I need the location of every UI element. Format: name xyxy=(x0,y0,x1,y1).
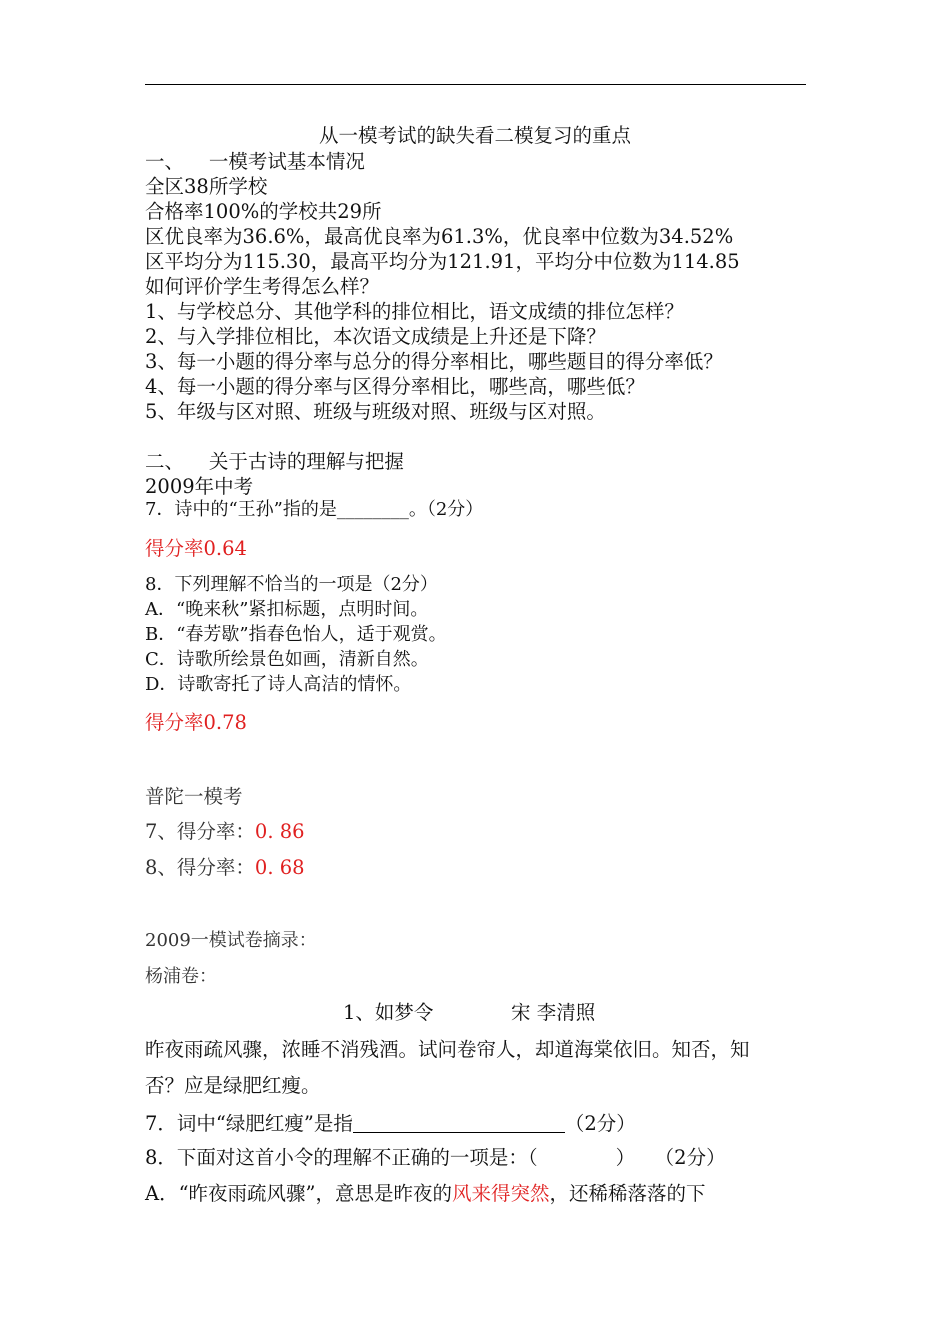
q7-prompt: 7．词中“绿肥红瘦”是指 xyxy=(145,1112,353,1135)
option-b: B．“春芳歇”指春色怡人，适于观赏。 xyxy=(145,624,447,645)
option-d: D．诗歌寄托了诗人高洁的情怀。 xyxy=(145,674,412,695)
excerpt-option-a xyxy=(145,1184,706,1204)
section-1-number: 一、 xyxy=(145,150,185,173)
option-a-highlight: 风来得突然 xyxy=(452,1182,550,1205)
answer-blank xyxy=(353,1112,565,1133)
question-7: 7．诗中的“王孙”指的是________。（2分） xyxy=(145,499,484,520)
evaluation-item: 3、每一小题的得分率与总分的得分率相比，哪些题目的得分率低？ xyxy=(145,350,723,373)
poem-line-1: 昨夜雨疏风骤，浓睡不消残酒。试问卷帘人，却道海棠依旧。知否，知 xyxy=(145,1038,750,1061)
section-2-heading xyxy=(145,452,404,472)
option-a: A．“晚来秋”紧扣标题，点明时间。 xyxy=(145,599,429,620)
summary-line: 区平均分为115.30，最高平均分为121.91，平均分中位数为114.85 xyxy=(145,250,740,273)
summary-line: 区优良率为36.6%，最高优良率为61.3%，优良率中位数为34.52% xyxy=(145,225,734,248)
rate-value: 0. 86 xyxy=(254,820,305,843)
evaluation-item: 5、年级与区对照、班级与班级对照、班级与区对照。 xyxy=(145,400,606,423)
poem-line-2: 否？应是绿肥红瘦。 xyxy=(145,1074,321,1097)
excerpt-question-8: 8．下面对这首小令的理解不正确的一项是：（ ） （2分） xyxy=(145,1146,726,1169)
section-2-title: 关于古诗的理解与把握 xyxy=(208,450,404,473)
section-1-heading xyxy=(145,152,365,172)
section-2-number: 二、 xyxy=(145,450,185,473)
option-c: C．诗歌所绘景色如画，清新自然。 xyxy=(145,649,429,670)
putuo-heading: 普陀一模考 xyxy=(145,785,243,808)
rate-label: 7、得分率： xyxy=(145,820,255,843)
score-rate-q8: 得分率0.78 xyxy=(145,711,247,734)
evaluation-item: 1、与学校总分、其他学科的排位相比，语文成绩的排位怎样？ xyxy=(145,300,684,323)
rate-label: 8、得分率： xyxy=(145,856,255,879)
summary-line: 如何评价学生考得怎么样？ xyxy=(145,275,380,298)
option-a-rest: ，还稀稀落落的下 xyxy=(549,1182,706,1205)
score-rate-q7: 得分率0.64 xyxy=(145,537,247,560)
question-8: 8．下列理解不恰当的一项是（2分） xyxy=(145,574,438,595)
section-1-title: 一模考试基本情况 xyxy=(208,150,365,173)
evaluation-item: 4、每一小题的得分率与区得分率相比，哪些高，哪些低？ xyxy=(145,375,645,398)
summary-line: 全区38所学校 xyxy=(145,175,268,198)
putuo-rate-8 xyxy=(145,858,305,878)
q7-points: （2分） xyxy=(564,1112,636,1135)
excerpt-heading: 2009一模试卷摘录： xyxy=(145,930,317,951)
excerpt-paper: 杨浦卷： xyxy=(145,966,217,987)
poem-title: 1、如梦令 xyxy=(343,1001,434,1024)
putuo-rate-7 xyxy=(145,822,305,842)
page-title: 从一模考试的缺失看二模复习的重点 xyxy=(318,124,631,147)
option-a-text: A．“昨夜雨疏风骤”，意思是昨夜的 xyxy=(145,1182,453,1205)
rate-value: 0. 68 xyxy=(254,856,305,879)
evaluation-item: 2、与入学排位相比，本次语文成绩是上升还是下降？ xyxy=(145,325,606,348)
poem-author: 宋 李清照 xyxy=(511,1001,596,1024)
excerpt-question-7 xyxy=(145,1112,636,1134)
header-rule xyxy=(145,84,806,85)
summary-line: 合格率100%的学校共29所 xyxy=(145,200,382,223)
exam-year: 2009年中考 xyxy=(145,475,254,498)
